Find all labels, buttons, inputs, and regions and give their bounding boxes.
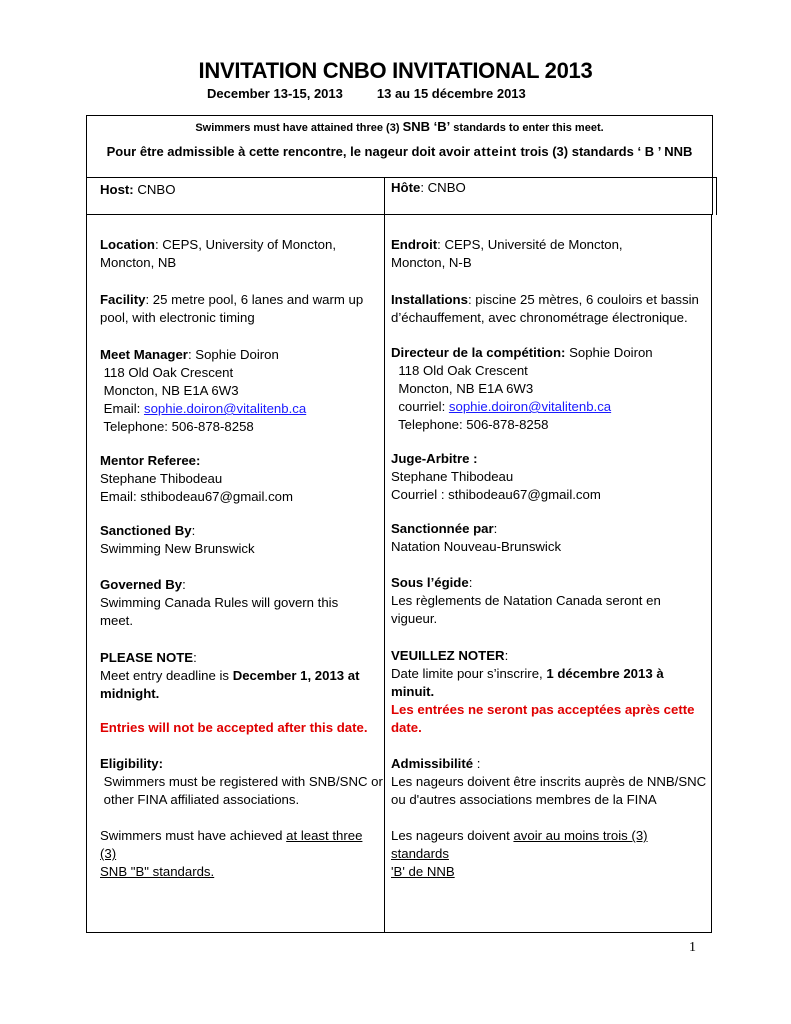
eligibility-section: Eligibility: Swimmers must be registered with SNB/SNC or other FINA affiliated associations.: [100, 756, 383, 807]
entries-warning-en: Entries will not be accepted after this date.: [100, 720, 368, 735]
column-divider: [384, 177, 385, 933]
eligibility-banner: [86, 115, 713, 215]
please-note-section: PLEASE NOTE: Meet entry deadline is December 1, 2013 at midnight.: [100, 650, 360, 701]
egide-section: Sous l’égide: Les règlements de Natation Canada seront en vigueur.: [391, 575, 661, 626]
page-number: 1: [689, 940, 696, 955]
document-title: INVITATION CNBO INVITATIONAL 2013: [198, 58, 593, 83]
installations-section: Installations: piscine 25 mètres, 6 couloirs et bassin d’échauffement, avec chronométrage électronique.: [391, 292, 699, 325]
sanctionnee-section: Sanctionnée par: Natation Nouveau-Brunswick: [391, 521, 562, 554]
table-left-border: [86, 177, 87, 933]
location-section: Location: CEPS, University of Moncton, Moncton, NB: [100, 237, 336, 270]
table-right-stub: [716, 177, 717, 215]
table-top-border: [86, 177, 717, 178]
sanctioned-section: Sanctioned By: Swimming New Brunswick: [100, 523, 255, 556]
veuillez-noter-section: VEUILLEZ NOTER: Date limite pour s’inscrire, 1 décembre 2013 à minuit.: [391, 648, 664, 699]
host-fr: Hôte: CNBO: [391, 180, 466, 195]
dates-english: December 13-15, 2013: [207, 86, 343, 101]
host-en: Host: CNBO: [100, 182, 176, 197]
event-dates: [207, 86, 526, 101]
banner-french-line: Pour être admissible à cette rencontre, le nageur doit avoir atteint trois (3) standards ‘ B ’ NNB: [106, 144, 693, 159]
manager-email-link[interactable]: sophie.doiron@vitalitenb.ca: [143, 401, 307, 416]
endroit-section: Endroit: CEPS, Université de Moncton, Moncton, N-B: [391, 237, 623, 270]
standards-requirement-fr: Les nageurs doivent avoir au moins trois (3) standards 'B' de NNB: [391, 828, 648, 879]
table-right-border: [711, 215, 712, 933]
meet-manager-section: Meet Manager: Sophie Doiron 118 Old Oak Crescent Moncton, NB E1A 6W3 Email: sophie.doiron@vitalitenb.ca Telephone: 506-878-8258: [100, 347, 307, 434]
juge-arbitre-section: Juge-Arbitre : Stephane Thibodeau Courriel : sthibodeau67@gmail.com: [391, 451, 601, 502]
table-bottom-border: [86, 932, 712, 933]
governed-section: Governed By: Swimming Canada Rules will govern this meet.: [100, 577, 339, 628]
admissibilite-section: Admissibilité : Les nageurs doivent être inscrits auprès de NNB/SNC ou d'autres associations membres de la FINA: [391, 756, 707, 807]
directeur-email-link[interactable]: sophie.doiron@vitalitenb.ca: [448, 399, 612, 414]
entries-warning-fr: Les entrées ne seront pas acceptées après cette date.: [391, 702, 695, 735]
banner-english-line: Swimmers must have attained three (3) SNB ‘B’ standards to enter this meet.: [195, 119, 604, 134]
standards-requirement-en: Swimmers must have achieved at least three (3) SNB "B" standards.: [100, 828, 363, 879]
facility-section: Facility: 25 metre pool, 6 lanes and warm up pool, with electronic timing: [100, 292, 364, 325]
directeur-section: Directeur de la compétition: Sophie Doiron 118 Old Oak Crescent Moncton, NB E1A 6W3 courriel: sophie.doiron@vitalitenb.ca Telephone: 506-878-8258: [391, 345, 653, 432]
referee-section: Mentor Referee: Stephane Thibodeau Email: sthibodeau67@gmail.com: [100, 453, 293, 504]
dates-french: 13 au 15 décembre 2013: [376, 86, 526, 101]
